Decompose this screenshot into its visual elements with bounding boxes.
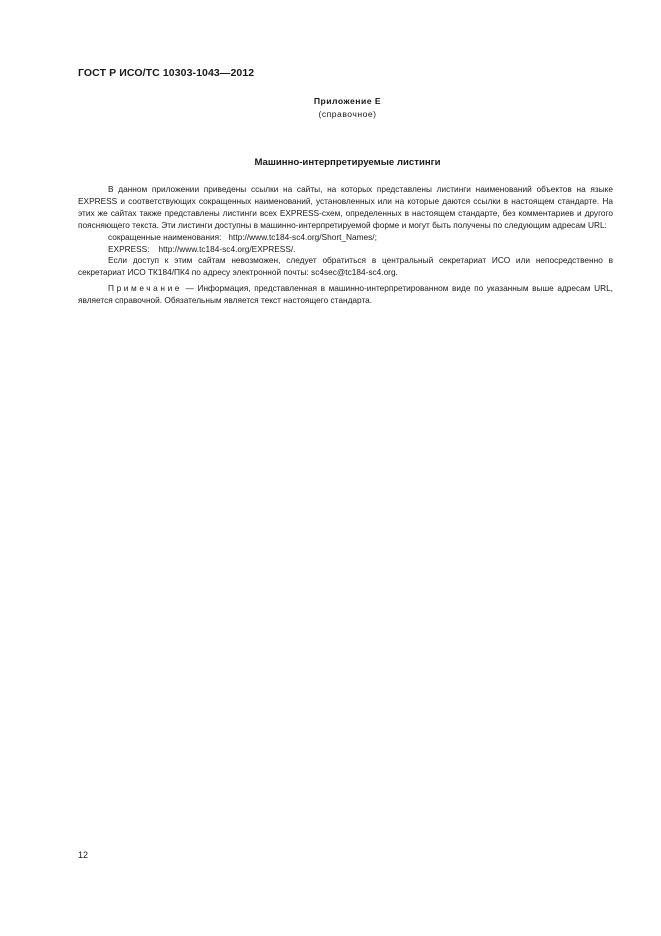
standard-header: ГОСТ Р ИСО/ТС 10303-1043—2012 bbox=[78, 67, 255, 79]
note-label: Примечание bbox=[108, 283, 183, 294]
fallback-paragraph: Если доступ к этим сайтам невозможен, следует обратиться в центральный секретариат ИСО или непосредственно в секретариат ИСО ТК184/ПК4 по адресу электронной почты: sc4sec@tc184-sc4.org. bbox=[78, 255, 613, 278]
annex-heading bbox=[280, 95, 415, 121]
link-url[interactable]: http://www.tc184-sc4.org/EXPRESS/. bbox=[158, 243, 296, 254]
link-line-short-names bbox=[78, 232, 613, 244]
annex-type: (справочное) bbox=[318, 109, 377, 119]
note-paragraph bbox=[78, 283, 613, 307]
link-label: EXPRESS: bbox=[108, 243, 150, 254]
link-url[interactable]: http://www.tc184-sc4.org/Short_Names/; bbox=[228, 231, 377, 242]
link-line-express bbox=[78, 244, 613, 256]
body-text bbox=[78, 184, 613, 307]
annex-title: Приложение Е bbox=[313, 96, 382, 106]
intro-paragraph: В данном приложении приведены ссылки на сайты, на которых представлены листинги наименований объектов на языке EXPRESS и соответствующих сокращенных наименований, установленных или на которые даются ссылки в настоящем стандарте. На этих же сайтах также представлены листинги всех EXPRESS-схем, определенных в настоящем стандарте, без комментариев и другого поясняющего текста. Эти листинги доступны в машинно-интерпретируемой форме и могут быть получены по следующим адресам URL: bbox=[78, 184, 613, 230]
section-title: Машинно-интерпретируемые листинги bbox=[254, 157, 441, 168]
link-label: сокращенные наименования: bbox=[108, 231, 222, 242]
note-text: — Информация, представленная в машинно-интерпретированном виде по указанным выше адресам URL, является справочной. Обязательным является текст настоящего стандарта. bbox=[78, 283, 613, 306]
page-number: 12 bbox=[78, 850, 89, 860]
